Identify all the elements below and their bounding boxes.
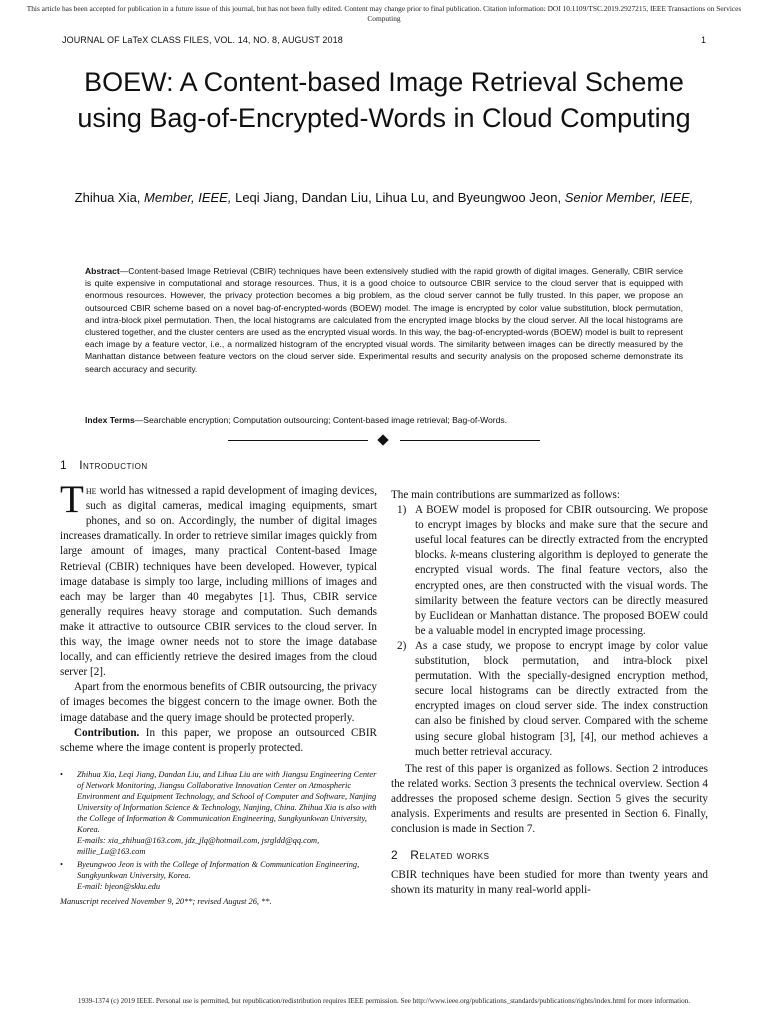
list-item-text: A BOEW model is proposed for CBIR outsourcing. We propose to encrypt images by blocks and make sure that the secure and useful local features can be directly extracted from the encrypted blocks.: [415, 504, 708, 562]
section-divider: [228, 434, 540, 446]
paragraph: [60, 478, 377, 680]
footnote: [60, 769, 377, 858]
section-heading: [391, 848, 708, 863]
journal-info: JOURNAL OF LaTeX CLASS FILES, VOL. 14, NO. 8, AUGUST 2018: [62, 35, 343, 45]
author-name: Zhihua Xia,: [74, 190, 141, 205]
list-item: [391, 639, 708, 760]
index-terms: [85, 414, 683, 426]
section-title: Introduction: [79, 458, 148, 472]
divider-line: [228, 440, 368, 441]
section-title: Related works: [410, 848, 490, 863]
footnote-email: E-mail: bjeon@skku.edu: [77, 881, 161, 891]
page-number: 1: [700, 35, 706, 45]
publication-notice: This article has been accepted for publication in a future issue of this journal, but has not been fully edited. Content may change prior to final publication. Citation information: DOI 10.1109/TSC.2019.2927215, IEEE Transactions on Services Computing: [26, 4, 742, 23]
author-affiliation: Member, IEEE,: [144, 190, 232, 205]
footnote-text: Byeungwoo Jeon is with the College of Information & Communication Engineering, Sungkyunkwan University, Korea.: [77, 859, 360, 880]
paragraph: [60, 726, 377, 756]
footnote-text: Zhihua Xia, Leqi Jiang, Dandan Liu, and Lihua Liu are with Jiangsu Engineering Center of Network Monitoring, Jiangsu Collaborative Innovation Center on Atmospheric Environment and Equipment Technology, and School of Computer and Software, Nanjing University of Information Science & Technology, Nanjing, China. Zhihua Xia is also with the College of Information & Communication Engineering, Sungkyunkwan University, Korea.: [77, 769, 377, 835]
paragraph-label: Contribution.: [74, 726, 140, 739]
abstract-text: —Content-based Image Retrieval (CBIR) techniques have been extensively studied with the rapid growth of digital images. Generally, CBIR service is quite expensive in computational and storage resources. Thus, it is a good choice to outsource CBIR service to the cloud server that is equipped with enormous resources. However, the privacy protection becomes a big problem, as the cloud server cannot be fully trusted. In this paper, we propose an outsourced CBIR scheme based on a novel bag-of-encrypted-words (BOEW) model. The image is encrypted by color value substitution, block permutation, and intra-block pixel permutation. Then, the local histograms are calculated from the encrypted image blocks by the cloud server. All the local histograms are clustered together, and the cluster centers are used as the encrypted visual words. In this way, the bag-of-encrypted-words (BOEW) model is built to represent each image by a feature vector, i.e., a normalized histogram of the encrypted visual words. The similarity between images can be directly measured by the Manhattan distance between feature vectors on the cloud server side. Experimental results and security analysis on the proposed scheme demonstrate its search accuracy and security.: [85, 266, 683, 374]
paragraph-text: In this paper, we propose an outsourced CBIR scheme where the image content is properly protected.: [60, 726, 377, 754]
manuscript-dates: Manuscript received November 9, 20**; revised August 26, **.: [60, 896, 272, 906]
running-head: [62, 35, 706, 47]
diamond-icon: [377, 434, 388, 445]
paragraph: CBIR techniques have been studied for more than twenty years and shown its maturity in many real-world appli-: [391, 869, 708, 897]
abstract-label: Abstract: [85, 266, 120, 276]
divider-line: [400, 440, 540, 441]
section-number: 1: [60, 458, 68, 472]
paragraph: Apart from the enormous benefits of CBIR outsourcing, the privacy of images becomes the biggest concern to the image owner. Both the image database and the query image should be protected properly.: [60, 681, 377, 724]
list-marker: 1): [397, 504, 407, 517]
left-column: [60, 458, 377, 907]
index-terms-label: Index Terms: [85, 415, 135, 425]
bullet-icon: •: [60, 769, 63, 779]
right-column: [391, 488, 708, 898]
paragraph: The rest of this paper is organized as follows. Section 2 introduces the related works. Section 3 presents the technical overview. Section 4 addresses the proposed scheme design. Section 5 gives the security analysis. Experiments and results are presented in Section 6. Finally, conclusion is made in Section 7.: [391, 762, 708, 836]
bullet-icon: •: [60, 859, 63, 869]
paragraph: The main contributions are summarized as follows:: [391, 489, 620, 501]
footnote: [60, 859, 377, 892]
list-item-text: -means clustering algorithm is deployed to generate the encrypted visual words. The final feature vectors, also the encrypted ones, are then constructed with the visual words. The similarity between the feature vectors can be directly measured by Euclidean or Manhattan distance. The proposed BOEW could be a valuable model in encrypted image processing.: [415, 549, 708, 637]
list-item: [391, 503, 708, 639]
section-number: 2: [391, 848, 399, 863]
drop-cap: T: [60, 478, 84, 522]
copyright-notice: 1939-1374 (c) 2019 IEEE. Personal use is permitted, but republication/redistribution requires IEEE permission. See http://www.ieee.org/publications_standards/publications/rights/index.html for more information.: [77, 997, 691, 1005]
math-variable: k: [450, 549, 456, 562]
author-list: [70, 189, 698, 207]
footnotes: [60, 769, 377, 907]
section-heading: [60, 458, 377, 473]
index-terms-text: —Searchable encryption; Computation outsourcing; Content-based image retrieval; Bag-of-Words.: [134, 415, 508, 425]
paragraph-text: world has witnessed a rapid development of imaging devices, such as digital cameras, medical imaging equipments, smart phones, and so on. Accordingly, the number of digital images increases dramatically. In order to retrieve similar images quickly from large amount of images, many practical Content-based Image Retrieval (CBIR) techniques have been developed. However, typical image database is simply too large, including millions of images and each may be larger than 40 megabytes [1]. Thus, CBIR service generally requires heavy storage and computation. Such demands make it attractive to outsource CBIR services to the cloud server. In this way, the image owner needs not to store the image database locally, and can efficiently retrieve the desired images from the cloud server [2].: [60, 485, 377, 679]
list-item-text: As a case study, we propose to encrypt image by color value substitution, block permutation, and intra-block pixel permutation. With the specially-designed encryption method, secure local histograms can be directly extracted from the encrypted images on cloud server side. The index construction can also be finished by cloud server. Compared with the scheme using secure global histogram [3], [4], our method achieves a much better retrieval accuracy.: [415, 639, 708, 758]
lead-word: he: [85, 485, 97, 498]
list-marker: 2): [397, 639, 407, 652]
paper-title: BOEW: A Content-based Image Retrieval Scheme using Bag-of-Encrypted-Words in Cloud Computing: [77, 67, 691, 133]
footnote-emails: E-mails: xia_zhihua@163.com, jdz_jlq@hotmail.com, jsrgldd@qq.com, millie_Lu@163.com: [77, 836, 320, 857]
contribution-list: [391, 503, 708, 760]
abstract: [85, 265, 683, 375]
author-affiliation: Senior Member, IEEE,: [564, 190, 694, 205]
author-names: Leqi Jiang, Dandan Liu, Lihua Lu, and Byeungwoo Jeon,: [235, 190, 562, 205]
